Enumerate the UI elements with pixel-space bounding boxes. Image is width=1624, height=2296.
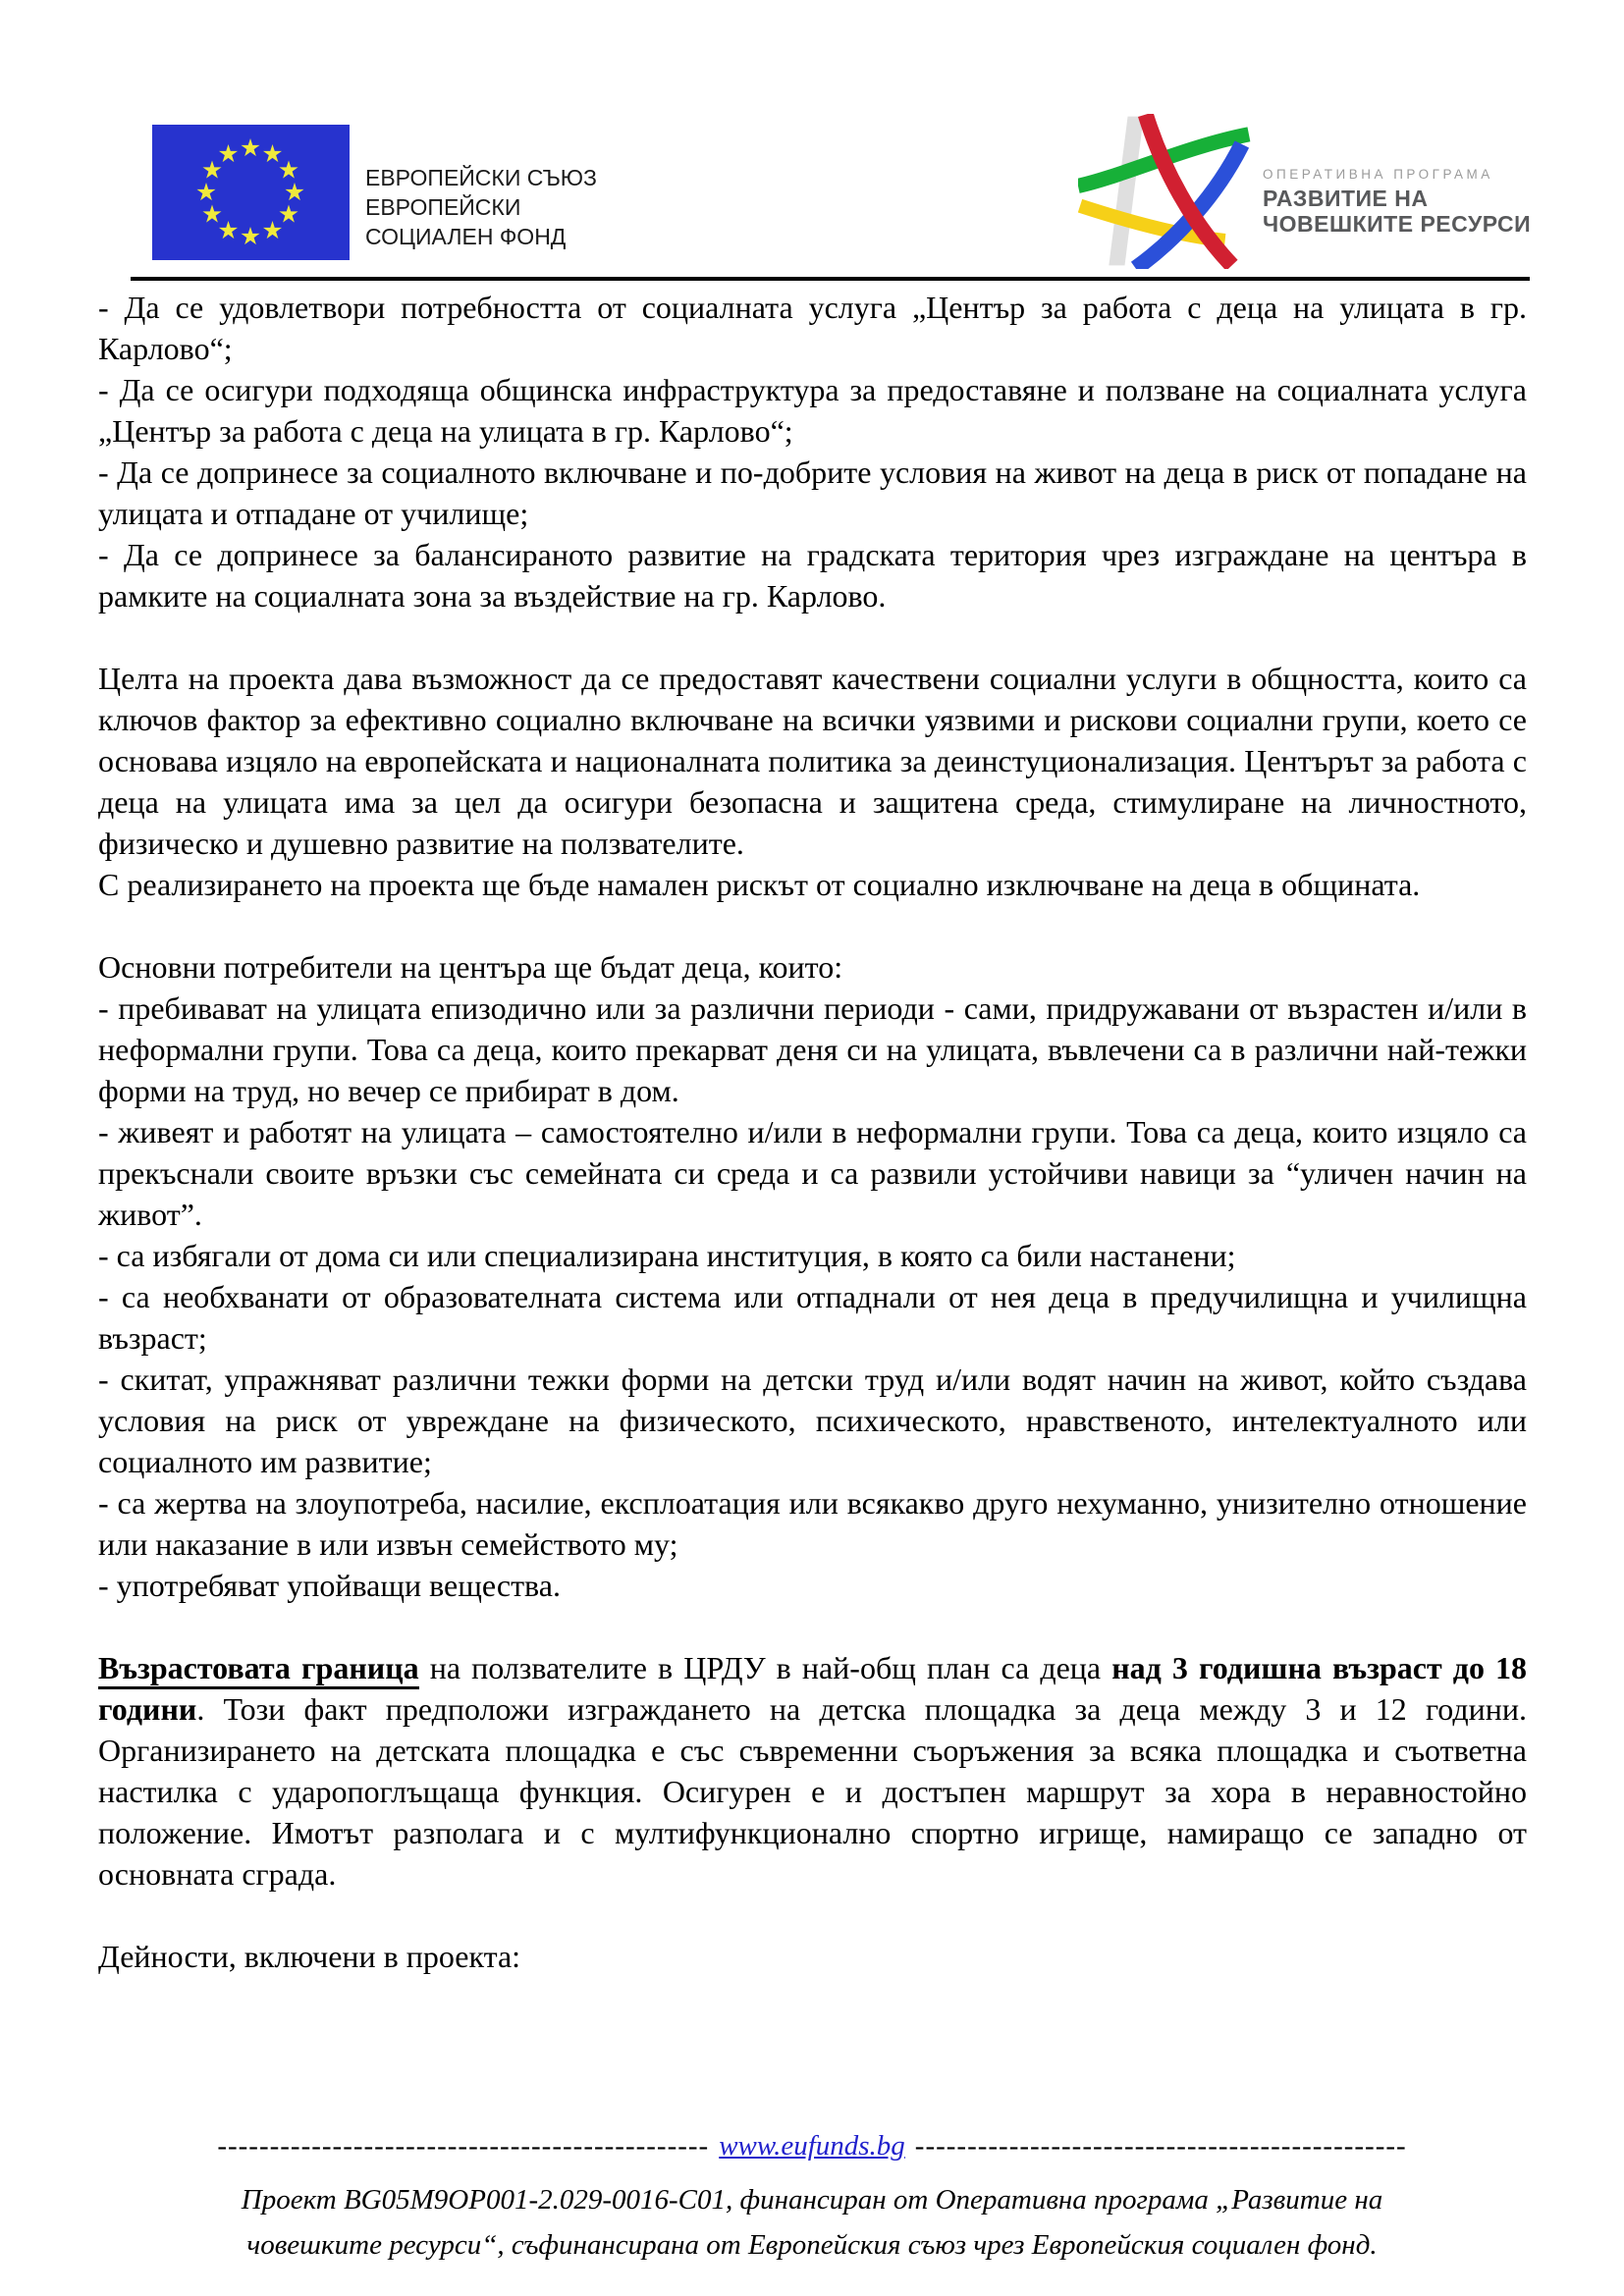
objective-item: - Да се допринесе за социалното включване и по-добрите условия на живот на деца в риск от попадане на улицата и отпадане от училище; [98, 454, 1527, 531]
op-title-line1: РАЗВИТИЕ НА [1263, 186, 1429, 211]
user-group-item: - са жертва на злоупотреба, насилие, експлоатация или всякакво друго нехуманно, унизително отношение или наказание в или извън семейството му; [98, 1485, 1527, 1562]
eu-flag-icon [152, 125, 350, 260]
eufunds-link[interactable]: www.eufunds.bg [719, 2130, 905, 2162]
user-group-item: - живеят и работят на улицата – самостоятелно и/или в неформални групи. Това са деца, които изцяло са прекъснали своите връзки със семейната си среда и са развили устойчиви навици за “уличен начин на живот”. [98, 1114, 1527, 1232]
blank-line [98, 1895, 1527, 1936]
age-limit-paragraph [98, 1647, 1527, 1895]
eu-caption-line3: СОЦИАЛЕН ФОНД [365, 224, 567, 249]
age-limit-term: Възрастовата граница [98, 1650, 419, 1689]
dashes-left: ----------------------------------------------- [217, 2130, 710, 2162]
age-limit-range: над 3 годишна възраст до 18 години [98, 1650, 1528, 1727]
objective-item: - Да се допринесе за балансираното развитие на градската територия чрез изграждане на центъра в рамките на социалната зона за въздействие на гр. Карлово. [98, 537, 1527, 614]
eu-caption-line2: ЕВРОПЕЙСКИ [365, 194, 521, 220]
op-title-line2: ЧОВЕШКИТЕ РЕСУРСИ [1263, 211, 1532, 237]
user-group-item: - са необхванати от образователната система или отпаднали от нея деца в предучилищна и училищна възраст; [98, 1279, 1527, 1356]
objective-item: - Да се удовлетвори потребността от социалната услуга „Център за работа с деца на улицата в гр. Карлово“; [98, 290, 1527, 366]
impact-paragraph: С реализирането на проекта ще бъде намален рискът от социално изключване на деца в общината. [98, 867, 1421, 902]
user-group-item: - употребяват упойващи вещества. [98, 1568, 561, 1603]
age-limit-text1: на ползвателите в ЦРДУ в най-общ план са деца [418, 1650, 1112, 1685]
op-logo-caption [1263, 167, 1531, 237]
eu-caption-line1: ЕВРОПЕЙСКИ СЪЮЗ [365, 165, 597, 190]
funds-divider-line [0, 2126, 1624, 2165]
objective-item: - Да се осигури подходяща общинска инфраструктура за предоставяне и ползване на социалната услуга „Център за работа с деца на улицата в гр. Карлово“; [98, 372, 1527, 449]
user-group-item: - пребивават на улицата епизодично или за различни периоди - сами, придружавани от възрастен и/или в неформални групи. Това са деца, които прекарват деня си на улицата, въвлечени са в различни най-тежки форми на труд, но вечер се прибират в дом. [98, 990, 1527, 1108]
op-ribbons-icon [1078, 114, 1257, 269]
age-limit-text2: . Този факт предположи изграждането на детска площадка за деца между 3 и 12 години. Организирането на детската площадка е със съвременни съоръжения за всяка площадка и съответна настилка с ударопоглъщаща функция. Осигурен е и достъпен маршрут за хора в неравностойно положение. Имотът разполага и с мултифункционално спортно игрище, намиращо се западно от основната сграда. [98, 1691, 1527, 1892]
header-divider [131, 277, 1530, 281]
document-body [98, 287, 1527, 1977]
op-program-label: ОПЕРАТИВНА ПРОГРАМА [1263, 167, 1493, 182]
users-intro: Основни потребители на центъра ще бъдат деца, които: [98, 949, 843, 985]
blank-line [98, 1606, 1527, 1647]
blank-line [98, 616, 1527, 658]
project-funding-note: Проект BG05M9OP001-2.029-0016-C01, финансиран от Оперативна програма „Развитие на човешките ресурси“, съфинансирана от Европейския съюз чрез Европейския социален фонд. [241, 2184, 1383, 2261]
user-group-item: - скитат, упражняват различни тежки форми на детски труд и/или водят начин на живот, който създава условия на риск от увреждане на физическото, психическото, нравственото, интелектуалното или социалното им развитие; [98, 1362, 1527, 1479]
dashes-right: ----------------------------------------------- [914, 2130, 1407, 2162]
blank-line [98, 905, 1527, 946]
eu-logo-caption [365, 163, 597, 251]
goal-paragraph: Целта на проекта дава възможност да се предоставят качествени социални услуги в общността, които са ключов фактор за ефективно социално включване на всички уязвими и рискови социални групи, което се основава изцяло на европейската и националната политика за деинстуционализация. Центърът за работа с деца на улицата има за цел да осигури безопасна и защитена среда, стимулиране на личностното, физическо и душевно развитие на ползвателите. [98, 661, 1527, 861]
user-group-item: - са избягали от дома си или специализирана институция, в която са били настанени; [98, 1238, 1236, 1273]
activities-heading: Дейности, включени в проекта: [98, 1939, 521, 1974]
